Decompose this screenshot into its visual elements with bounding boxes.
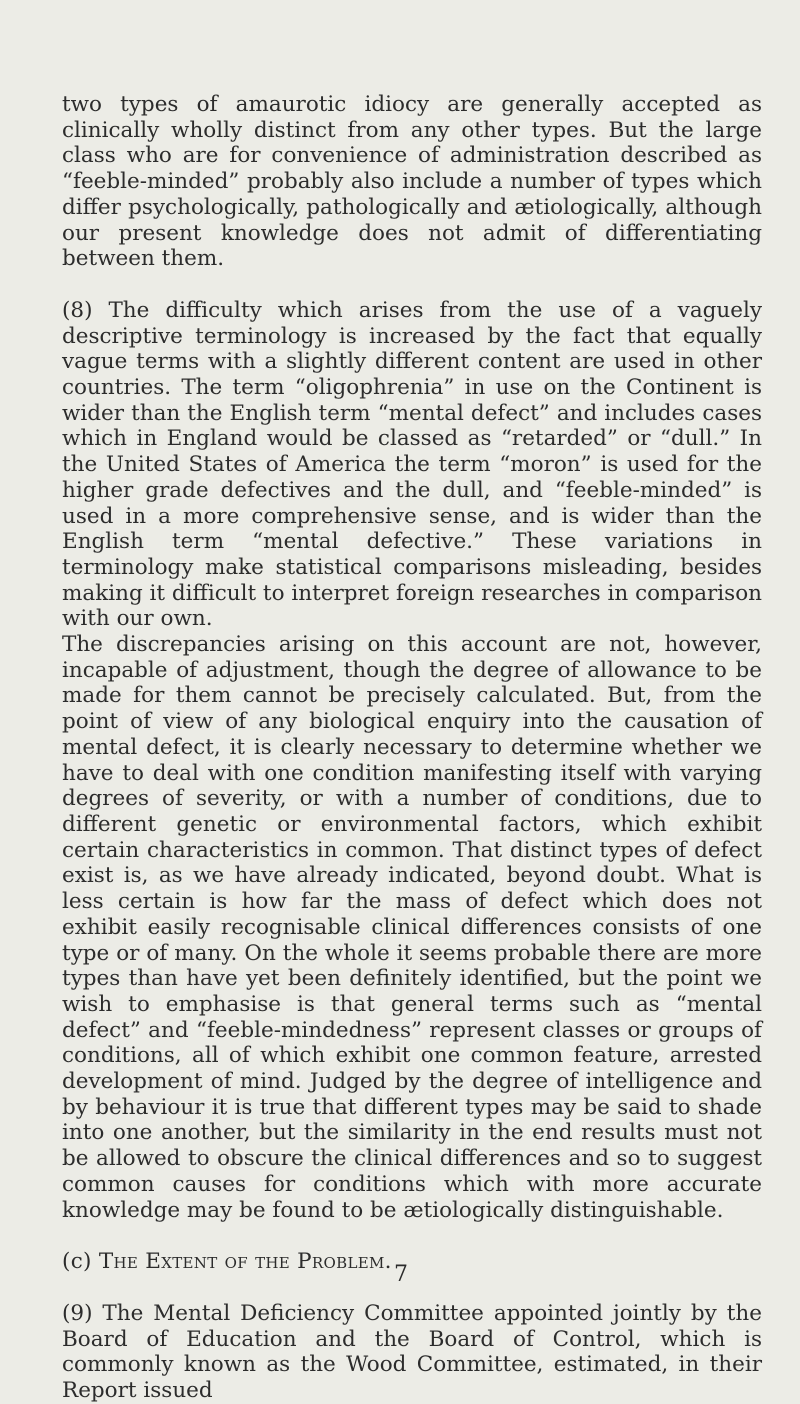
document-page — [62, 92, 762, 1404]
paragraph-discrepancies: The discrepancies arising on this account are not, however, incapable of adjustment, though the degree of allowance to be made for them cannot be precisely calculated. But, from the point of view of any biological enquiry into the causation of mental defect, it is clearly necessary to determine whether we have to deal with one condition manifesting itself with varying degrees of severity, or with a number of conditions, due to different genetic or environmental factors, which exhibit certain characteristics in common. That distinct types of defect exist is, as we have already indicated, beyond doubt. What is less certain is how far the mass of defect which does not exhibit easily recognisable clinical differences consists of one type or of many. On the whole it seems probable there are more types than have yet been definitely identified, but the point we wish to emphasise is that general terms such as “mental defect” and “feeble-mindedness” represent classes or groups of conditions, all of which exhibit one common feature, arrested development of mind. Judged by the degree of intelligence and by behaviour it is true that different types may be said to shade into one another, but the similarity in the end results must not be allowed to obscure the clinical differences and so to suggest common causes for conditions which with more accurate knowledge may be found to be ætiologically distinguishable. — [62, 632, 762, 1223]
page-number: 7 — [394, 1262, 408, 1287]
section-title: The Extent of the Problem. — [98, 1249, 392, 1275]
paragraph-amaurotic-idiocy: two types of amaurotic idiocy are generally accepted as clinically wholly distinct from any other types. But the large class who are for convenience of administration described as “feeble-minded” probably also include a number of types which differ psychologically, pathologically and ætiologically, although our present knowledge does not admit of differentiating between them. — [62, 92, 762, 272]
section-heading — [62, 1249, 762, 1275]
paragraph-8-terminology: (8) The difficulty which arises from the use of a vaguely descriptive terminology is increased by the fact that equally vague terms with a slightly different content are used in other countries. The term “oligophrenia” in use on the Continent is wider than the English term “mental defect” and includes cases which in England would be classed as “retarded” or “dull.” In the United States of America the term “moron” is used for the higher grade defectives and the dull, and “feeble-minded” is used in a more comprehensive sense, and is wider than the English term “mental defective.” These variations in terminology make statistical comparisons misleading, besides making it difficult to interpret foreign researches in comparison with our own. — [62, 297, 762, 632]
section-label: (c) — [62, 1249, 92, 1275]
paragraph-9-wood-committee: (9) The Mental Deficiency Committee appointed jointly by the Board of Education and the Board of Control, which is commonly known as the Wood Committee, estimated, in their Report issued — [62, 1300, 762, 1404]
